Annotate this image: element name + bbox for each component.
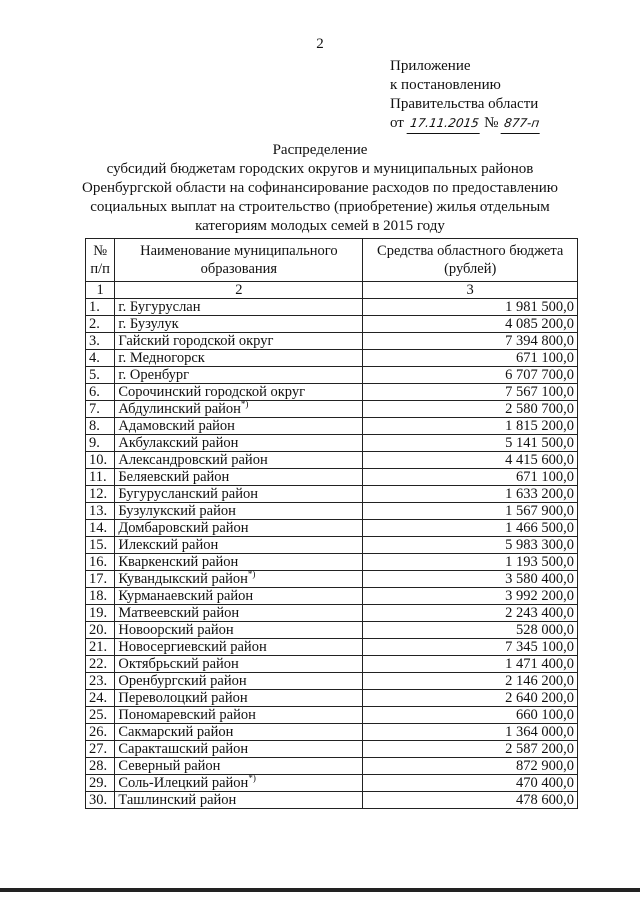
municipality-cell xyxy=(115,299,363,316)
municipality-name: Матвеевский район xyxy=(118,605,240,621)
municipality-cell xyxy=(115,401,363,418)
municipality-name: Александровский район xyxy=(118,452,268,468)
row-number: 27. xyxy=(86,741,115,758)
row-number: 17. xyxy=(86,571,115,588)
appendix-block xyxy=(390,57,541,134)
budget-amount: 1 364 000,0 xyxy=(363,724,578,741)
budget-amount: 1 981 500,0 xyxy=(363,299,578,316)
budget-amount: 7 394 800,0 xyxy=(363,333,578,350)
table-row xyxy=(86,418,578,435)
table-row xyxy=(86,435,578,452)
table-row xyxy=(86,486,578,503)
municipality-cell xyxy=(115,350,363,367)
number-prefix: № xyxy=(484,115,499,131)
municipality-cell xyxy=(115,503,363,520)
municipality-cell xyxy=(115,418,363,435)
row-number: 10. xyxy=(86,452,115,469)
municipality-name: Беляевский район xyxy=(118,469,230,485)
budget-amount: 1 815 200,0 xyxy=(363,418,578,435)
budget-amount: 1 193 500,0 xyxy=(363,554,578,571)
budget-amount: 7 345 100,0 xyxy=(363,639,578,656)
municipality-name: Северный район xyxy=(118,758,221,774)
municipality-name: Ташлинский район xyxy=(118,792,237,808)
municipality-name: г. Бугуруслан xyxy=(118,299,201,315)
row-number: 30. xyxy=(86,792,115,809)
row-number: 11. xyxy=(86,469,115,486)
table-row xyxy=(86,469,578,486)
budget-amount: 1 466 500,0 xyxy=(363,520,578,537)
municipality-name: Саракташский район xyxy=(118,741,249,757)
row-number: 23. xyxy=(86,673,115,690)
table-row xyxy=(86,299,578,316)
row-number: 3. xyxy=(86,333,115,350)
title-line-5: категориям молодых семей в 2015 году xyxy=(195,218,445,234)
row-number: 28. xyxy=(86,758,115,775)
municipality-cell xyxy=(115,741,363,758)
municipality-cell xyxy=(115,384,363,401)
table-row xyxy=(86,724,578,741)
scan-edge-bar xyxy=(0,888,640,892)
column-number: 2 xyxy=(115,282,363,299)
row-number: 22. xyxy=(86,656,115,673)
table-row xyxy=(86,673,578,690)
row-number: 6. xyxy=(86,384,115,401)
row-number: 24. xyxy=(86,690,115,707)
budget-amount: 1 633 200,0 xyxy=(363,486,578,503)
budget-amount: 2 640 200,0 xyxy=(363,690,578,707)
table-row xyxy=(86,503,578,520)
municipality-cell xyxy=(115,656,363,673)
municipality-cell xyxy=(115,486,363,503)
appendix-line-2: к постановлению xyxy=(390,77,501,93)
municipality-cell xyxy=(115,333,363,350)
table-row xyxy=(86,622,578,639)
table-row xyxy=(86,384,578,401)
budget-amount: 2 243 400,0 xyxy=(363,605,578,622)
column-number: 1 xyxy=(86,282,115,299)
row-number: 14. xyxy=(86,520,115,537)
table-row xyxy=(86,571,578,588)
municipality-cell xyxy=(115,452,363,469)
table-row xyxy=(86,554,578,571)
title-line-3: Оренбургской области на софинансирование расходов по предоставлению xyxy=(81,180,558,196)
row-number: 2. xyxy=(86,316,115,333)
municipality-name: Пономаревский район xyxy=(118,707,256,723)
municipality-cell xyxy=(115,775,363,792)
row-number: 5. xyxy=(86,367,115,384)
row-number: 13. xyxy=(86,503,115,520)
budget-amount: 2 580 700,0 xyxy=(363,401,578,418)
municipality-name: Акбулакский район xyxy=(118,435,239,451)
municipality-name: Гайский городской округ xyxy=(118,333,274,349)
row-number: 9. xyxy=(86,435,115,452)
municipality-cell xyxy=(115,605,363,622)
table-row xyxy=(86,316,578,333)
budget-amount: 3 992 200,0 xyxy=(363,588,578,605)
municipality-cell xyxy=(115,673,363,690)
row-number: 7. xyxy=(86,401,115,418)
row-number: 12. xyxy=(86,486,115,503)
budget-amount: 3 580 400,0 xyxy=(363,571,578,588)
municipality-cell xyxy=(115,367,363,384)
municipality-cell xyxy=(115,520,363,537)
header-budget: Средства областного бюджета (рублей) xyxy=(363,239,578,282)
row-number: 15. xyxy=(86,537,115,554)
table-row xyxy=(86,537,578,554)
budget-amount: 1 567 900,0 xyxy=(363,503,578,520)
municipality-name: г. Оренбург xyxy=(118,367,190,383)
header-number: № п/п xyxy=(86,239,115,282)
table-row xyxy=(86,758,578,775)
municipality-cell xyxy=(115,758,363,775)
municipality-name: Абдулинский район xyxy=(118,401,241,417)
table-row xyxy=(86,656,578,673)
table-row xyxy=(86,333,578,350)
date-prefix: от xyxy=(390,115,404,131)
municipality-name: г. Бузулук xyxy=(118,316,179,332)
budget-amount: 6 707 700,0 xyxy=(363,367,578,384)
title-line-2: субсидий бюджетам городских округов и муниципальных районов xyxy=(106,161,534,177)
municipality-name: Оренбургский район xyxy=(118,673,247,689)
footnote-mark: *) xyxy=(240,399,249,410)
table-row xyxy=(86,639,578,656)
handwritten-number: 877-п xyxy=(501,114,543,134)
title-line-4: социальных выплат на строительство (приобретение) жилья отдельным xyxy=(90,199,550,215)
appendix-date-line xyxy=(390,114,541,134)
table-row xyxy=(86,401,578,418)
budget-amount: 2 146 200,0 xyxy=(363,673,578,690)
budget-amount: 872 900,0 xyxy=(363,758,578,775)
municipality-name: Адамовский район xyxy=(118,418,235,434)
table-row xyxy=(86,520,578,537)
appendix-line-3: Правительства области xyxy=(390,96,539,112)
budget-amount: 470 400,0 xyxy=(363,775,578,792)
budget-amount: 5 983 300,0 xyxy=(363,537,578,554)
municipality-name: Новосергиевский район xyxy=(118,639,267,655)
footnote-mark: *) xyxy=(247,569,256,580)
municipality-name: Сакмарский район xyxy=(118,724,234,740)
municipality-name: Илекский район xyxy=(118,537,219,553)
appendix-line-1: Приложение xyxy=(390,58,471,74)
header-municipality: Наименование муниципального образования xyxy=(115,239,363,282)
table-row xyxy=(86,367,578,384)
table-row xyxy=(86,452,578,469)
budget-amount: 528 000,0 xyxy=(363,622,578,639)
budget-amount: 2 587 200,0 xyxy=(363,741,578,758)
budget-amount: 660 100,0 xyxy=(363,707,578,724)
municipality-cell xyxy=(115,639,363,656)
municipality-name: Сорочинский городской округ xyxy=(118,384,306,400)
row-number: 26. xyxy=(86,724,115,741)
row-number: 8. xyxy=(86,418,115,435)
budget-amount: 671 100,0 xyxy=(363,469,578,486)
municipality-cell xyxy=(115,316,363,333)
municipality-cell xyxy=(115,622,363,639)
municipality-name: Переволоцкий район xyxy=(118,690,248,706)
footnote-mark: *) xyxy=(248,773,256,784)
municipality-cell xyxy=(115,707,363,724)
handwritten-date: 17.11.2015 xyxy=(406,114,482,134)
budget-amount: 478 600,0 xyxy=(363,792,578,809)
row-number: 20. xyxy=(86,622,115,639)
row-number: 18. xyxy=(86,588,115,605)
page-number: 2 xyxy=(316,36,324,52)
row-number: 4. xyxy=(86,350,115,367)
row-number: 19. xyxy=(86,605,115,622)
municipality-cell xyxy=(115,435,363,452)
budget-amount: 671 100,0 xyxy=(363,350,578,367)
municipality-name: Домбаровский район xyxy=(118,520,249,536)
municipality-cell xyxy=(115,690,363,707)
row-number: 25. xyxy=(86,707,115,724)
budget-amount: 4 415 600,0 xyxy=(363,452,578,469)
municipality-cell xyxy=(115,469,363,486)
table-row xyxy=(86,588,578,605)
table-row xyxy=(86,741,578,758)
table-body xyxy=(86,299,578,809)
row-number: 21. xyxy=(86,639,115,656)
budget-amount: 4 085 200,0 xyxy=(363,316,578,333)
budget-amount: 7 567 100,0 xyxy=(363,384,578,401)
table-row xyxy=(86,707,578,724)
municipality-cell xyxy=(115,571,363,588)
table-header-row xyxy=(86,239,578,282)
table-row xyxy=(86,775,578,792)
column-number: 3 xyxy=(363,282,578,299)
municipality-name: Октябрьский район xyxy=(118,656,239,672)
row-number: 16. xyxy=(86,554,115,571)
municipality-name: Соль-Илецкий район xyxy=(118,775,249,791)
budget-amount: 5 141 500,0 xyxy=(363,435,578,452)
municipality-name: Бугурусланский район xyxy=(118,486,259,502)
title-line-1: Распределение xyxy=(272,142,368,158)
table-row xyxy=(86,350,578,367)
subsidy-distribution-table xyxy=(85,238,578,809)
municipality-cell xyxy=(115,554,363,571)
municipality-cell xyxy=(115,724,363,741)
table-row xyxy=(86,792,578,809)
municipality-name: Бузулукский район xyxy=(118,503,236,519)
municipality-name: г. Медногорск xyxy=(118,350,205,366)
row-number: 29. xyxy=(86,775,115,792)
table-row xyxy=(86,690,578,707)
municipality-cell xyxy=(115,537,363,554)
municipality-name: Курманаевский район xyxy=(118,588,254,604)
municipality-cell xyxy=(115,588,363,605)
municipality-cell xyxy=(115,792,363,809)
column-number-row xyxy=(86,282,578,299)
municipality-name: Кувандыкский район xyxy=(118,571,248,587)
municipality-name: Новоорский район xyxy=(118,622,234,638)
municipality-name: Кваркенский район xyxy=(118,554,239,570)
table-row xyxy=(86,605,578,622)
budget-amount: 1 471 400,0 xyxy=(363,656,578,673)
document-title xyxy=(0,141,640,236)
row-number: 1. xyxy=(86,299,115,316)
